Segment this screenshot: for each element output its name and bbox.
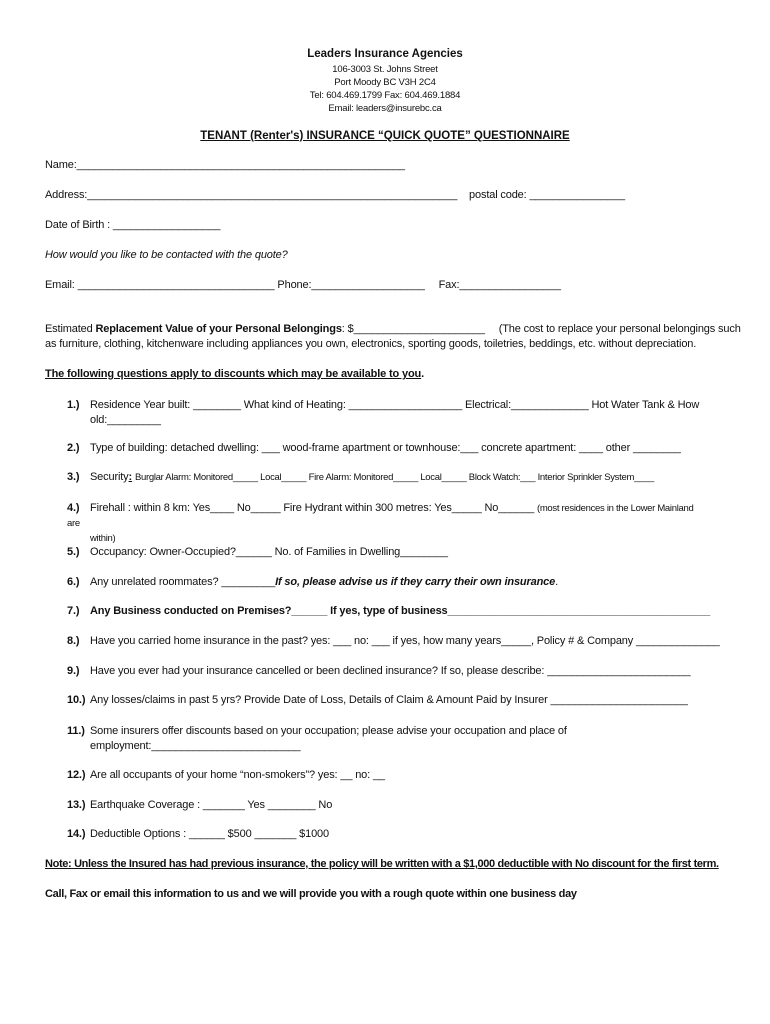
discount-heading-row [45,368,424,380]
question-text: Have you ever had your insurance cancelled or been declined insurance? If so, please describe: ________________________ [90,665,691,677]
question-10 [67,694,688,706]
question-number: 11.) [67,725,85,737]
question-number: 13.) [67,799,86,811]
question-6 [67,576,558,588]
question-1 [67,398,707,428]
question-2 [67,442,681,454]
date-of-birth-field: Date of Birth : __________________ [45,219,221,231]
postal-code-field: postal code: ________________ [469,189,625,201]
question-text: Occupancy: Owner-Occupied?______ No. of Families in Dwelling________ [90,546,448,558]
question-text: Earthquake Coverage : _______ Yes ________ No [90,799,333,811]
question-number: 8.) [67,635,80,647]
contact-row [45,279,561,291]
agency-street: 106-3003 St. Johns Street [332,64,438,75]
contact-question: How would you like to be contacted with the quote? [45,249,288,261]
email-field: Email: _________________________________ [45,279,275,291]
address-field: Address:______________________________________________________________ [45,189,458,201]
question-number: 12.) [67,769,86,781]
replacement-label: Replacement Value of your Personal Belongings [95,323,342,335]
phone-field: Phone:___________________ [277,279,425,291]
question-note-continued: within) [90,533,116,544]
question-text: Any Business conducted on Premises?______ If yes, type of business____________________________________________ [90,605,711,617]
discount-heading-period: . [421,368,424,380]
question-text: Are all occupants of your home “non-smokers”? yes: __ no: __ [90,769,385,781]
question-text: Firehall : within 8 km: Yes____ No_____ Fire Hydrant within 300 metres: Yes_____ No______ [90,502,537,514]
agency-city: Port Moody BC V3H 2C4 [334,77,436,88]
discount-heading: The following questions apply to discounts which may be available to you [45,368,422,380]
question-note: (most residences in the Lower Mainland are [67,503,694,529]
question-text: Some insurers offer discounts based on your occupation; please advise your occupation and place of [90,725,567,737]
question-number: 10.) [67,694,86,706]
question-14 [67,828,329,840]
question-text: Any unrelated roommates? _________ [90,576,276,588]
replacement-prefix: Estimated [45,323,96,335]
agency-phone-fax: Tel: 604.469.1799 Fax: 604.469.1884 [309,90,461,101]
replacement-note: (The cost to replace your personal belongings such [498,323,741,335]
question-12 [67,769,385,781]
question-4 [67,501,707,546]
name-field: Name:_______________________________________________________ [45,159,405,171]
question-number: 1.) [67,399,80,411]
question-text: Deductible Options : ______ $500 _______ $1000 [90,828,329,840]
deductible-note: Note: Unless the Insured has had previous insurance, the policy will be written with a $1,000 deductible with No discount for the first term. [45,858,719,870]
question-text: Residence Year built: ________ What kind of Heating: ___________________ Electrical:_____________ Hot Water Tank & How [90,399,700,411]
question-number: 5.) [67,546,80,558]
question-options: Burglar Alarm: Monitored_____ Local_____ Fire Alarm: Monitored_____ Local_____ Block Watch:___ Interior Sprinkler System____ [134,472,655,483]
replacement-value-line [45,323,741,335]
question-emphasis: If so, please advise us if they carry their own insurance [275,576,556,588]
question-label: Security [90,471,129,483]
question-8 [67,635,720,647]
question-number: 3.) [67,471,80,483]
agency-name: Leaders Insurance Agencies [307,48,463,60]
question-7 [67,605,710,617]
question-label-colon: : [128,471,133,483]
question-number: 6.) [67,576,80,588]
fax-field: Fax:_________________ [438,279,561,291]
question-number: 4.) [67,502,80,514]
agency-email: Email: leaders@insurebc.ca [328,103,442,114]
question-number: 9.) [67,665,80,677]
question-9 [67,665,690,677]
page-title: TENANT (Renter's) INSURANCE “QUICK QUOTE” QUESTIONNAIRE [200,130,570,142]
question-text: Have you carried home insurance in the past? yes: ___ no: ___ if yes, how many years_____, Policy # & Company ______________ [90,635,720,647]
question-number: 7.) [67,605,80,617]
address-row [45,189,625,201]
question-3 [67,471,654,483]
question-number: 14.) [67,828,86,840]
question-end: . [555,576,559,588]
question-text-continued: employment:_________________________ [90,740,301,752]
question-text: Type of building: detached dwelling: ___ wood-frame apartment or townhouse:___ concrete apartment: ____ other ________ [90,442,681,454]
question-5 [67,546,448,558]
question-11 [67,724,707,754]
question-text: Any losses/claims in past 5 yrs? Provide Date of Loss, Details of Claim & Amount Paid by Insurer _______________________ [90,694,688,706]
closing-instruction: Call, Fax or email this information to us and we will provide you with a rough quote within one business day [45,888,577,900]
question-number: 2.) [67,442,80,454]
replacement-amount: : $______________________ [341,323,485,335]
question-13 [67,799,332,811]
replacement-note-continued: as furniture, clothing, kitchenware including appliances you own, electronics, sporting goods, toiletries, beddings, etc. without depreciation. [45,338,697,350]
question-text-continued: old:_________ [90,414,161,426]
